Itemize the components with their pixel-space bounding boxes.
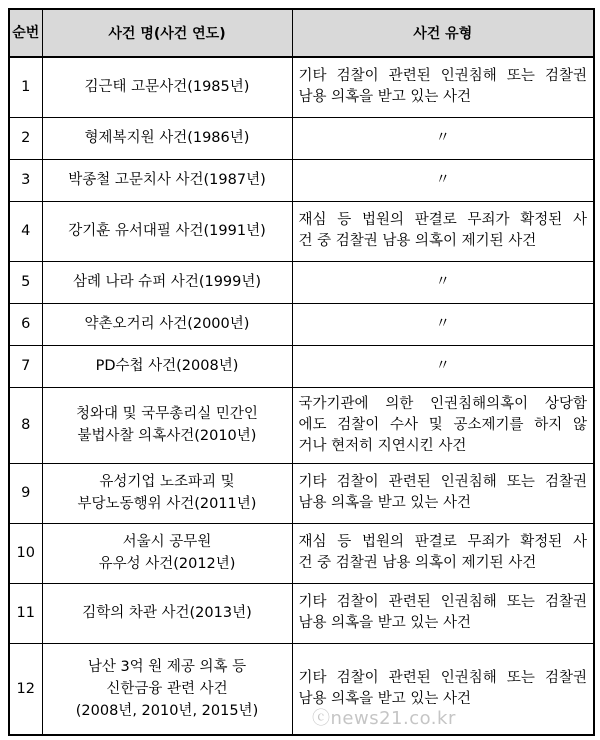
case-type-cell bbox=[292, 261, 594, 303]
table-row bbox=[9, 201, 594, 261]
row-number: 1 bbox=[9, 57, 42, 117]
ditto-mark: 〃 bbox=[435, 315, 450, 332]
table-row bbox=[9, 303, 594, 345]
header-case-type: 사건 유형 bbox=[292, 9, 594, 57]
case-name-line: 부당노동행위 사건(2011년) bbox=[77, 496, 257, 512]
case-name-line: 삼례 나라 슈퍼 사건(1999년) bbox=[72, 274, 262, 290]
case-name-line: 불법사찰 의혹사건(2010년) bbox=[77, 428, 257, 444]
case-type-line: 거나 현저히 지연시킨 사건 bbox=[298, 437, 467, 454]
case-name-line: 박종철 고문치사 사건(1987년) bbox=[68, 172, 266, 188]
row-number: 7 bbox=[9, 345, 42, 387]
case-type-cell bbox=[292, 117, 594, 159]
case-type-cell bbox=[292, 201, 594, 261]
row-number: 3 bbox=[9, 159, 42, 201]
table-row bbox=[9, 387, 594, 463]
case-type-line: 기타 검찰이 관련된 인권침해 또는 검찰권 bbox=[298, 669, 587, 686]
case-name-line: PD수첩 사건(2008년) bbox=[95, 358, 239, 374]
table-body bbox=[9, 57, 594, 735]
case-type-line: 남용 의혹을 받고 있는 사건 bbox=[298, 690, 472, 707]
case-name-line: 유우성 사건(2012년) bbox=[98, 556, 236, 572]
case-type-cell bbox=[292, 523, 594, 583]
case-type-line: 기타 검찰이 관련된 인권침해 또는 검찰권 bbox=[298, 474, 587, 490]
row-number: 11 bbox=[9, 583, 42, 643]
table-row bbox=[9, 643, 594, 735]
case-name-cell bbox=[42, 583, 292, 643]
case-type-cell bbox=[292, 159, 594, 201]
table-row bbox=[9, 583, 594, 643]
case-name-line: 서울시 공무원 bbox=[122, 534, 212, 550]
case-type-cell bbox=[292, 463, 594, 523]
table-row bbox=[9, 159, 594, 201]
ditto-mark: 〃 bbox=[435, 273, 450, 290]
table-header-row bbox=[9, 9, 594, 57]
row-number: 9 bbox=[9, 463, 42, 523]
table-row bbox=[9, 261, 594, 303]
table-row bbox=[9, 345, 594, 387]
case-type-line: 건 중 검찰권 남용 의혹이 제기된 사건 bbox=[298, 233, 537, 249]
row-number: 10 bbox=[9, 523, 42, 583]
case-name-cell bbox=[42, 201, 292, 261]
case-name-line: 신한금융 관련 사건 bbox=[106, 680, 228, 697]
case-type-cell bbox=[292, 303, 594, 345]
case-name-cell bbox=[42, 117, 292, 159]
case-name-line: 김학의 차관 사건(2013년) bbox=[82, 605, 252, 621]
case-name-line: 남산 3억 원 제공 의혹 등 bbox=[87, 658, 247, 675]
row-number: 8 bbox=[9, 387, 42, 463]
row-number: 5 bbox=[9, 261, 42, 303]
case-type-line: 국가기관에 의한 인권침해의혹이 상당함 bbox=[298, 395, 587, 412]
case-type-line: 재심 등 법원의 판결로 무죄가 확정된 사 bbox=[298, 212, 587, 228]
table-row bbox=[9, 117, 594, 159]
case-name-line: 형제복지원 사건(1986년) bbox=[84, 130, 250, 146]
case-type-line: 기타 검찰이 관련된 인권침해 또는 검찰권 bbox=[298, 68, 587, 85]
case-type-line: 건 중 검찰권 남용 의혹이 제기된 사건 bbox=[298, 555, 537, 571]
case-name-line: (2008년, 2010년, 2015년) bbox=[75, 702, 259, 719]
case-type-line: 에도 검찰이 수사 및 공소제기를 하지 않 bbox=[298, 416, 587, 433]
table-row bbox=[9, 463, 594, 523]
case-name-line: 강기훈 유서대필 사건(1991년) bbox=[68, 223, 266, 239]
case-name-line: 약촌오거리 사건(2000년) bbox=[84, 316, 250, 332]
case-name-cell bbox=[42, 523, 292, 583]
case-type-line: 남용 의혹을 받고 있는 사건 bbox=[298, 615, 472, 631]
case-name-cell bbox=[42, 643, 292, 735]
watermark: ⓒnews21.co.kr bbox=[312, 708, 456, 729]
row-number: 12 bbox=[9, 643, 42, 735]
case-name-cell bbox=[42, 303, 292, 345]
table-row bbox=[9, 523, 594, 583]
row-number: 4 bbox=[9, 201, 42, 261]
ditto-mark: 〃 bbox=[435, 129, 450, 146]
case-type-line: 기타 검찰이 관련된 인권침해 또는 검찰권 bbox=[298, 594, 587, 610]
ditto-mark: 〃 bbox=[435, 171, 450, 188]
case-name-cell bbox=[42, 57, 292, 117]
row-number: 2 bbox=[9, 117, 42, 159]
ditto-mark: 〃 bbox=[435, 357, 450, 374]
case-type-line: 재심 등 법원의 판결로 무죄가 확정된 사 bbox=[298, 534, 587, 550]
row-number: 6 bbox=[9, 303, 42, 345]
case-name-cell bbox=[42, 387, 292, 463]
case-name-cell bbox=[42, 159, 292, 201]
table-row bbox=[9, 57, 594, 117]
case-table bbox=[8, 8, 595, 736]
case-name-cell bbox=[42, 261, 292, 303]
header-case-name: 사건 명(사건 연도) bbox=[42, 9, 292, 57]
case-name-line: 유성기업 노조파괴 및 bbox=[99, 474, 235, 490]
case-type-line: 남용 의혹을 받고 있는 사건 bbox=[298, 89, 472, 106]
case-type-cell bbox=[292, 387, 594, 463]
case-name-cell bbox=[42, 463, 292, 523]
case-name-cell bbox=[42, 345, 292, 387]
case-name-line: 청와대 및 국무총리실 민간인 bbox=[76, 406, 258, 422]
case-type-line: 남용 의혹을 받고 있는 사건 bbox=[298, 495, 472, 511]
case-type-cell bbox=[292, 583, 594, 643]
case-type-cell bbox=[292, 57, 594, 117]
header-number: 순번 bbox=[9, 9, 42, 57]
case-type-cell bbox=[292, 345, 594, 387]
case-name-line: 김근태 고문사건(1985년) bbox=[84, 79, 250, 96]
